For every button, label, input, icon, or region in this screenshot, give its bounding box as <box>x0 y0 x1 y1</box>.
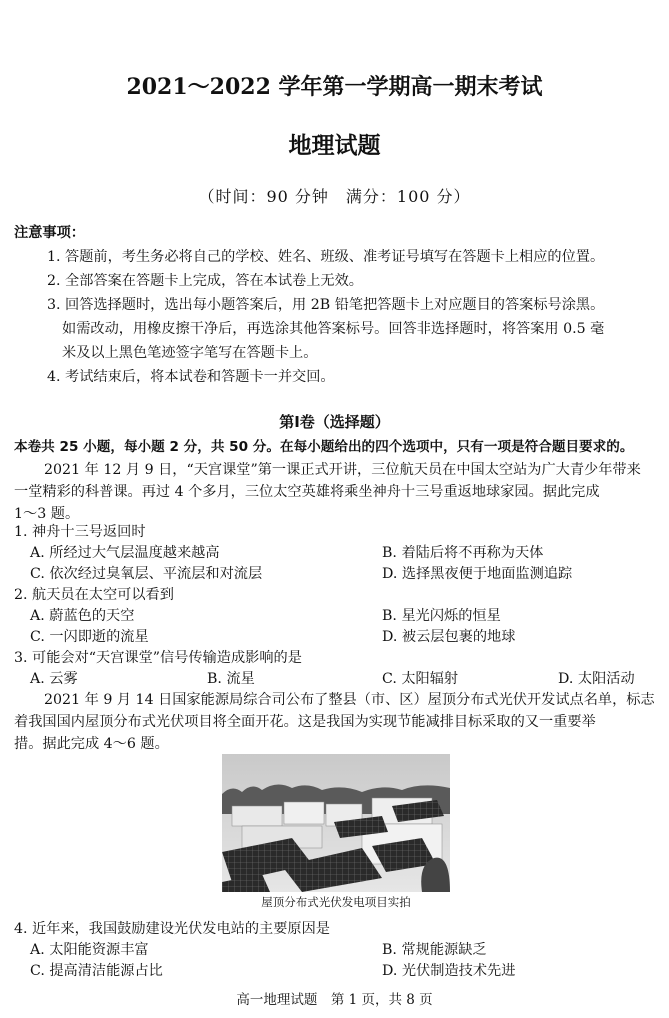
note-item: 1. 答题前，考生务必将自己的学校、姓名、班级、准考证号填写在答题卡上相应的位置。 <box>47 249 605 265</box>
subject-title: 地理试题 <box>288 132 381 159</box>
option-d: D. 光伏制造技术先进 <box>382 963 516 979</box>
option-c: C. 一闪即逝的流星 <box>30 629 149 645</box>
section-title: 第Ⅰ卷（选择题） <box>279 413 390 431</box>
note-item: 4. 考试结束后，将本试卷和答题卡一并交回。 <box>47 369 335 385</box>
option-c: C. 提高清洁能源占比 <box>30 963 163 979</box>
option-a: A. 所经过大气层温度越来越高 <box>30 545 220 561</box>
question-stem: 4. 近年来，我国鼓励建设光伏发电站的主要原因是 <box>14 921 330 937</box>
page-footer: 高一地理试题 第 1 页，共 8 页 <box>236 992 433 1008</box>
option-c: C. 依次经过臭氧层、平流层和对流层 <box>30 566 263 582</box>
option-c: C. 太阳辐射 <box>382 671 459 687</box>
passage-line: 2021 年 12 月 9 日，“天宫课堂”第一课正式开讲，三位航天员在中国太空站为广大青少年带来 <box>44 462 641 478</box>
option-b: B. 常规能源缺乏 <box>382 942 487 958</box>
solar-rooftop-photo <box>222 754 450 892</box>
option-b: B. 星光闪烁的恒星 <box>382 608 501 624</box>
note-item: 3. 回答选择题时，选出每小题答案后，用 2B 铅笔把答题卡上对应题目的答案标号涂黑。 <box>47 297 605 313</box>
option-a: A. 蔚蓝色的天空 <box>30 608 135 624</box>
passage-line: 措。据此完成 4～6 题。 <box>14 736 169 752</box>
passage-line: 一堂精彩的科普课。再过 4 个多月，三位太空英雄将乘坐神舟十三号重返地球家园。据此完成 <box>14 484 600 500</box>
option-b: B. 着陆后将不再称为天体 <box>382 545 544 561</box>
option-a: A. 太阳能资源丰富 <box>30 942 149 958</box>
passage-line: 1～3 题。 <box>14 506 80 522</box>
section-instruction: 本卷共 25 小题，每小题 2 分，共 50 分。在每小题给出的四个选项中，只有一项是符合题目要求的。 <box>14 439 634 455</box>
figure-caption: 屋顶分布式光伏发电项目实拍 <box>261 895 411 909</box>
option-d: D. 选择黑夜便于地面监测追踪 <box>382 566 573 582</box>
question-stem: 1. 神舟十三号返回时 <box>14 524 146 540</box>
question-stem: 3. 可能会对“天宫课堂”信号传输造成影响的是 <box>14 650 302 666</box>
option-a: A. 云雾 <box>30 671 78 687</box>
option-b: B. 流星 <box>207 671 255 687</box>
note-item: 米及以上黑色笔迹签字笔写在答题卡上。 <box>62 345 318 361</box>
question-stem: 2. 航天员在太空可以看到 <box>14 587 174 603</box>
notes-heading: 注意事项： <box>14 225 85 241</box>
passage-line: 着我国国内屋顶分布式光伏项目将全面开花。这是我国为实现节能减排目标采取的又一重要举 <box>14 714 596 730</box>
exam-title: 2021～2022 学年第一学期高一期末考试 <box>126 74 543 100</box>
note-item: 如需改动，用橡皮擦干净后，再选涂其他答案标号。回答非选择题时，将答案用 0.5 毫 <box>62 321 605 337</box>
note-item: 2. 全部答案在答题卡上完成，答在本试卷上无效。 <box>47 273 363 289</box>
option-d: D. 太阳活动 <box>558 671 635 687</box>
option-d: D. 被云层包裹的地球 <box>382 629 516 645</box>
passage-line: 2021 年 9 月 14 日国家能源局综合司公布了整县（市、区）屋顶分布式光伏开发试点名单，标志 <box>44 692 655 708</box>
time-info: （时间：90 分钟 满分：100 分） <box>198 187 471 206</box>
